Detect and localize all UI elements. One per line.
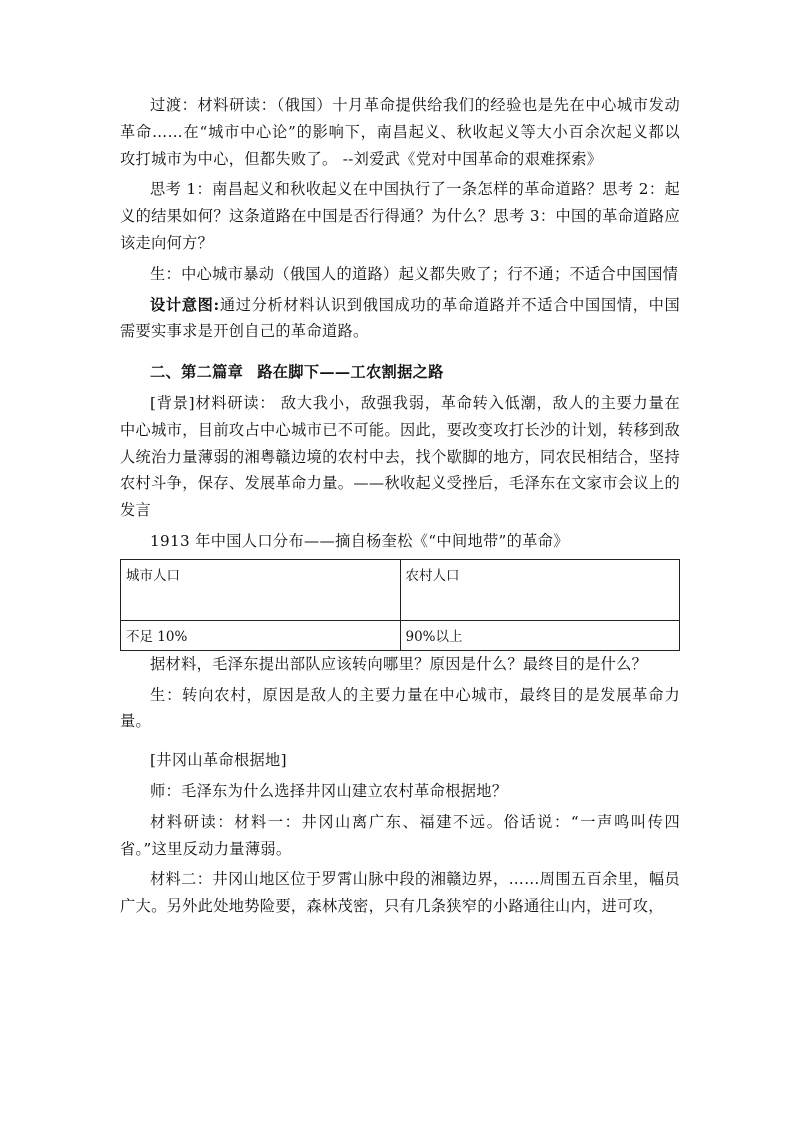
population-table — [120, 559, 680, 651]
material-two-paragraph: 材料二：井冈山地区位于罗霄山脉中段的湘赣边界，……周围五百余里，幅员广大。另外此处地势险要，森林茂密，只有几条狭窄的小路通往山内，进可攻， — [120, 870, 680, 916]
document-page — [120, 92, 680, 920]
section-heading-number: 二、第二篇章 — [150, 363, 244, 382]
student-answer-2-paragraph: 生：转向农村，原因是敌人的主要力量在中心城市，最终目的是发展革命力量。 — [120, 685, 680, 731]
material-one-paragraph: 材料研读：材料一：井冈山离广东、福建不远。俗话说：“一声鸣叫传四省。”这里反动力量薄弱。 — [120, 812, 680, 858]
design-intent-label: 设计意图: — [150, 295, 220, 314]
urban-population-value: 不足 10% — [121, 620, 401, 650]
jinggangshan-title: [井冈山革命根据地] — [150, 751, 287, 770]
section-heading-title: 路在脚下——工农割据之路 — [257, 363, 444, 382]
question-paragraph: 据材料，毛泽东提出部队应该转向哪里？原因是什么？最终目的是什么？ — [150, 654, 648, 673]
section-heading — [120, 359, 680, 386]
population-table-header-row — [121, 559, 680, 620]
population-table-value-row — [121, 620, 680, 650]
urban-population-header: 城市人口 — [121, 559, 401, 620]
rural-population-header: 农村人口 — [400, 559, 680, 620]
design-intent-paragraph — [120, 292, 680, 346]
rural-population-value: 90%以上 — [400, 620, 680, 650]
teacher-question-paragraph: 师：毛泽东为什么选择井冈山建立农村革命根据地？ — [150, 781, 508, 800]
design-intent-text: 通过分析材料认识到俄国成功的革命道路并不适合中国国情，中国需要实事求是开创自己的革命道路。 — [120, 295, 680, 341]
background-paragraph: [背景]材料研读： 敌大我小，敌强我弱，革命转入低潮，敌人的主要力量在中心城市，目前攻占中心城市已不可能。因此，要改变攻打长沙的计划，转移到敌人统治力量薄弱的湘粤赣边境的农村中去，找个歇脚的地方，同农民相结合，坚持农村斗争，保存、发展革命力量。——秋收起义受挫后，毛泽东在文家市会议上的发言 — [120, 393, 680, 520]
table-caption: 1913 年中国人口分布——摘自杨奎松《“中间地带”的革命》 — [150, 531, 569, 550]
student-answer-paragraph: 生：中心城市暴动（俄国人的道路）起义都失败了；行不通；不适合中国国情 — [150, 264, 679, 283]
transition-paragraph: 过渡：材料研读：（俄国）十月革命提供给我们的经验也是先在中心城市发动革命……在“城市中心论”的影响下，南昌起义、秋收起义等大小百余次起义都以攻打城市为中心，但都失败了。 --刘爱武《党对中国革命的艰难探索》 — [120, 96, 680, 168]
thinking-questions-paragraph: 思考 1：南昌起义和秋收起义在中国执行了一条怎样的革命道路？思考 2：起义的结果如何？这条道路在中国是否行得通？为什么？思考 3：中国的革命道路应该走向何方？ — [120, 180, 680, 252]
